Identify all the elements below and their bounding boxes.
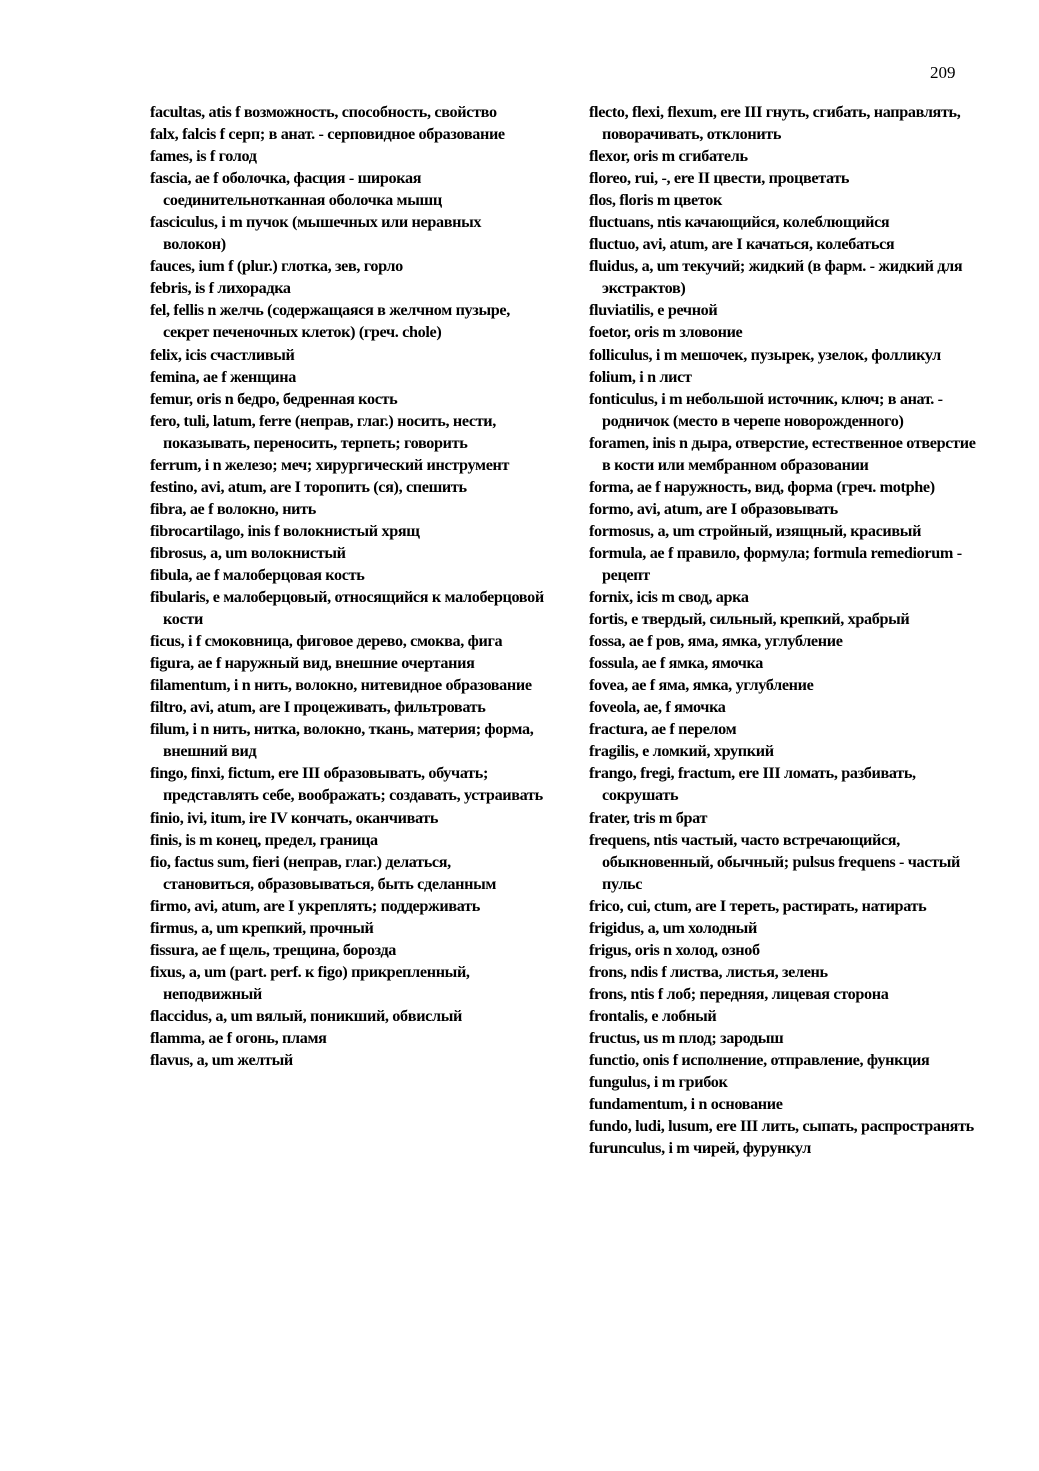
dictionary-entry: frater, tris m брат: [589, 808, 708, 827]
dictionary-entry: firmus, a, um крепкий, прочный: [150, 918, 374, 937]
dictionary-entry: fero, tuli, latum, ferre (неправ, глаг.) носить, нести, показывать, переносить, терпеть; говорить: [150, 411, 496, 452]
dictionary-entry: fasciculus, i m пучок (мышечных или неравных волокон): [150, 213, 482, 254]
dictionary-entry: fibula, ae f малоберцовая кость: [150, 565, 365, 584]
dictionary-entry: festino, avi, atum, are I торопить (ся), спешить: [150, 477, 467, 496]
dictionary-entry: frequens, ntis частый, часто встречающийся, обыкновенный, обычный; pulsus frequens - частый пульс: [589, 830, 960, 893]
dictionary-entry: fio, factus sum, fieri (неправ, глаг.) делаться, становиться, образовываться, быть сделанным: [150, 852, 497, 893]
dictionary-entry: fel, fellis n желчь (содержащаяся в желчном пузыре, секрет печеночных клеток) (греч. chole): [150, 301, 510, 342]
dictionary-entry: fundamentum, i n основание: [589, 1095, 783, 1114]
dictionary-entry: fonticulus, i m небольшой источник, ключ; в анат. - родничок (место в черепе новорожденного): [589, 389, 943, 430]
dictionary-entry: frango, fregi, fractum, ere III ломать, разбивать, сокрушать: [589, 764, 916, 805]
right-column: [589, 101, 984, 1159]
dictionary-entry: febris, is f лихорадка: [150, 279, 291, 298]
dictionary-entry: fluidus, a, um текучий; жидкий (в фарм. - жидкий для экстрактов): [589, 257, 963, 298]
dictionary-entry: fovea, ae f яма, ямка, углубление: [589, 676, 814, 695]
dictionary-entry: femur, oris n бедро, бедренная кость: [150, 389, 398, 408]
dictionary-entry: frico, cui, ctum, are I тереть, растирать, натирать: [589, 896, 927, 915]
dictionary-entry: fluctuans, ntis качающийся, колеблющийся: [589, 213, 890, 232]
dictionary-entry: fluctuo, avi, atum, are I качаться, колебаться: [589, 235, 895, 254]
dictionary-entry: fibrocartilago, inis f волокнистый хрящ: [150, 521, 420, 540]
dictionary-entry: fauces, ium f (plur.) глотка, зев, горло: [150, 257, 403, 276]
dictionary-entry: ferrum, i n железо; меч; хирургический инструмент: [150, 455, 510, 474]
dictionary-entry: foetor, oris m зловоние: [589, 323, 743, 342]
dictionary-entry: flavus, a, um желтый: [150, 1051, 293, 1070]
dictionary-entry: folliculus, i m мешочек, пузырек, узелок, фолликул: [589, 345, 941, 364]
dictionary-entry: fames, is f голод: [150, 147, 257, 166]
dictionary-entry: fibularis, e малоберцовый, относящийся к малоберцовой кости: [150, 588, 544, 629]
dictionary-entry: flos, floris m цветок: [589, 191, 722, 210]
dictionary-entry: fructus, us m плод; зародыш: [589, 1028, 784, 1047]
dictionary-entry: fungulus, i m грибок: [589, 1073, 728, 1092]
dictionary-entry: fragilis, e ломкий, хрупкий: [589, 742, 774, 761]
dictionary-entry: fossula, ae f ямка, ямочка: [589, 654, 764, 673]
dictionary-entry: femina, ae f женщина: [150, 367, 296, 386]
dictionary-entry: firmo, avi, atum, are I укреплять; поддерживать: [150, 896, 480, 915]
dictionary-entry: figura, ae f наружный вид, внешние очертания: [150, 654, 475, 673]
dictionary-entry: frontalis, e лобный: [589, 1006, 717, 1025]
dictionary-entry: fluviatilis, e речной: [589, 301, 718, 320]
dictionary-entry: folium, i n лист: [589, 367, 692, 386]
dictionary-entry: flamma, ae f огонь, пламя: [150, 1028, 327, 1047]
dictionary-entry: ficus, i f смоковница, фиговое дерево, смоква, фига: [150, 632, 503, 651]
dictionary-entry: flexor, oris m сгибатель: [589, 147, 748, 166]
dictionary-entry: fossa, ae f ров, яма, ямка, углубление: [589, 632, 843, 651]
dictionary-entry: filtro, avi, atum, are I процеживать, фильтровать: [150, 698, 486, 717]
dictionary-entry: frigidus, a, um холодный: [589, 918, 757, 937]
dictionary-entry: frigus, oris n холод, озноб: [589, 940, 760, 959]
dictionary-entry: finio, ivi, itum, ire IV кончать, оканчивать: [150, 808, 439, 827]
dictionary-entry: frons, ntis f лоб; передняя, лицевая сторона: [589, 984, 889, 1003]
dictionary-entry: fingo, finxi, fictum, ere III образовывать, обучать; представлять себе, воображать; создавать, устраивать: [150, 764, 543, 805]
dictionary-entry: furunculus, i m чирей, фурункул: [589, 1139, 811, 1158]
dictionary-entry: fibra, ae f волокно, нить: [150, 499, 316, 518]
dictionary-entry: fixus, a, um (part. perf. к figo) прикрепленный, неподвижный: [150, 962, 470, 1003]
left-column: [150, 101, 545, 1071]
dictionary-entry: fortis, e твердый, сильный, крепкий, храбрый: [589, 610, 910, 629]
dictionary-entry: foveola, ae, f ямочка: [589, 698, 726, 717]
dictionary-entry: forma, ae f наружность, вид, форма (греч. motphe): [589, 477, 935, 496]
dictionary-entry: finis, is m конец, предел, граница: [150, 830, 378, 849]
dictionary-entry: flecto, flexi, flexum, ere III гнуть, сгибать, направлять, поворачивать, отклонить: [589, 103, 961, 144]
dictionary-entry: falx, falcis f серп; в анат. - серповидное образование: [150, 125, 505, 144]
dictionary-entry: fornix, icis m свод, арка: [589, 588, 749, 607]
page-number: 209: [930, 63, 956, 82]
dictionary-entry: functio, onis f исполнение, отправление, функция: [589, 1051, 930, 1070]
dictionary-entry: fascia, ae f оболочка, фасция - широкая соединительнотканная оболочка мышц: [150, 169, 442, 210]
dictionary-entry: formula, ae f правило, формула; formula remediorum - рецепт: [589, 543, 962, 584]
dictionary-entry: filum, i n нить, нитка, волокно, ткань, материя; форма, внешний вид: [150, 720, 534, 761]
dictionary-entry: fractura, ae f перелом: [589, 720, 737, 739]
dictionary-entry: felix, icis счастливый: [150, 345, 295, 364]
dictionary-entry: foramen, inis n дыра, отверстие, естественное отверстие в кости или мембранном образовании: [589, 433, 976, 474]
dictionary-entry: frons, ndis f листва, листья, зелень: [589, 962, 828, 981]
dictionary-entry: fibrosus, a, um волокнистый: [150, 543, 346, 562]
dictionary-entry: flaccidus, a, um вялый, поникший, обвислый: [150, 1006, 462, 1025]
dictionary-entry: facultas, atis f возможность, способность, свойство: [150, 103, 497, 121]
dictionary-entry: floreo, rui, -, ere II цвести, процветать: [589, 169, 850, 188]
dictionary-entry: formo, avi, atum, are I образовывать: [589, 499, 838, 518]
dictionary-entry: filamentum, i n нить, волокно, нитевидное образование: [150, 676, 532, 695]
dictionary-entry: fundo, ludi, lusum, ere III лить, сыпать, распространять: [589, 1117, 974, 1136]
dictionary-entry: fissura, ae f щель, трещина, борозда: [150, 940, 397, 959]
dictionary-entry: formosus, a, um стройный, изящный, красивый: [589, 521, 922, 540]
